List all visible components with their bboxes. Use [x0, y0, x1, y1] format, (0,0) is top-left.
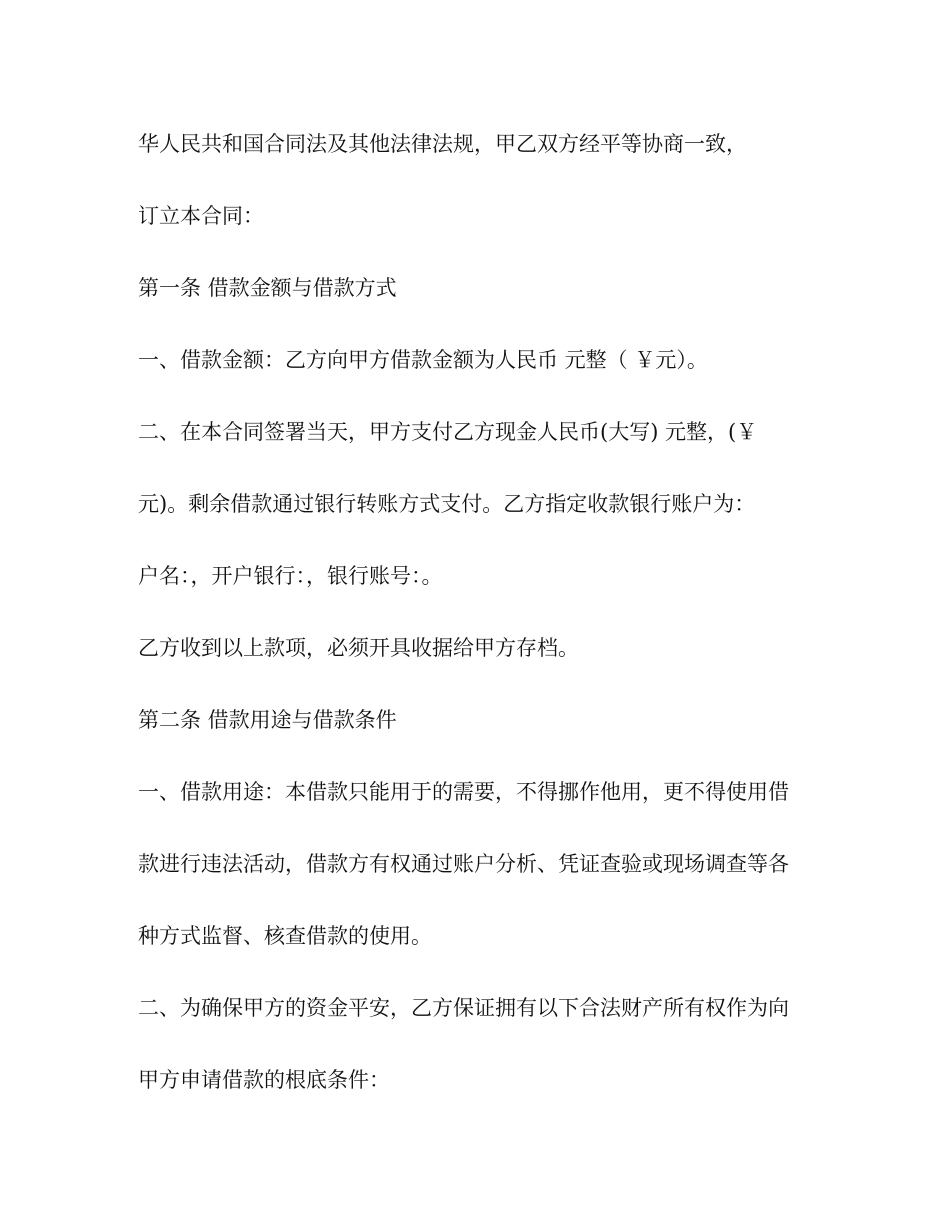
text-line: 户名：，开户银行：，银行账号：。 — [138, 564, 443, 588]
article-heading: 第二条 借款用途与借款条件 — [138, 708, 397, 732]
text-line: 乙方收到以上款项，必须开具收据给甲方存档。 — [138, 636, 579, 660]
text-line: 二、在本合同签署当天，甲方支付乙方现金人民币(大写) 元整，(￥ — [138, 420, 758, 444]
text-line: 种方式监督、核查借款的使用。 — [138, 924, 432, 948]
text-line: 甲方申请借款的根底条件： — [138, 1068, 390, 1092]
text-line: 二、为确保甲方的资金平安，乙方保证拥有以下合法财产所有权作为向 — [138, 996, 789, 1020]
article-heading: 第一条 借款金额与借款方式 — [138, 276, 397, 300]
text-line: 元)。剩余借款通过银行转账方式支付。乙方指定收款银行账户为： — [138, 492, 756, 516]
text-line: 一、借款金额：乙方向甲方借款金额为人民币 元整（ ￥元）。 — [138, 348, 708, 372]
text-line: 华人民共和国合同法及其他法律法规，甲乙双方经平等协商一致， — [138, 132, 747, 156]
text-line: 订立本合同： — [138, 204, 264, 228]
text-line: 款进行违法活动，借款方有权通过账户分析、凭证查验或现场调查等各 — [138, 852, 789, 876]
text-line: 一、借款用途：本借款只能用于的需要，不得挪作他用，更不得使用借 — [138, 780, 789, 804]
